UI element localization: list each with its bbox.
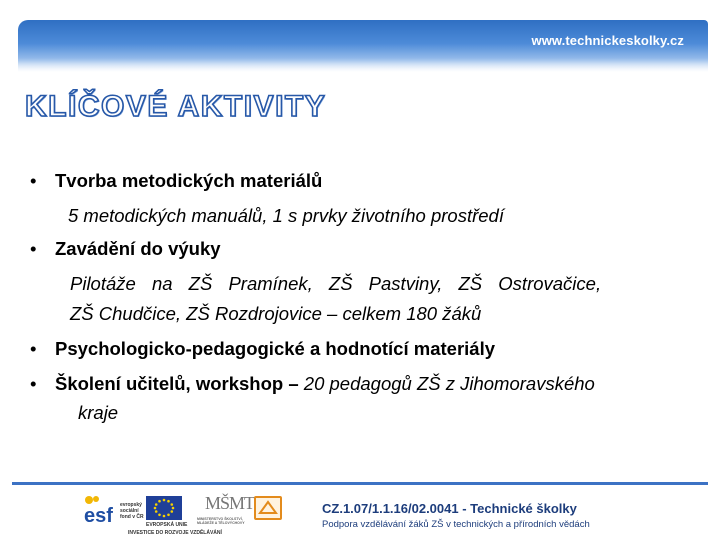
eu-caption: EVROPSKÁ UNIE [146, 522, 188, 528]
investment-caption: INVESTICE DO ROZVOJE VZDĚLÁVÁNÍ [128, 530, 222, 536]
bullet-detail-pilots-1: Pilotáže na ZŠ Pramínek, ZŠ Pastviny, ZŠ Ostrovačice, [70, 273, 602, 294]
esf-caption-line: sociální [120, 508, 139, 514]
bullet-heading-training-row [55, 373, 595, 395]
bullet-detail-teachers: 20 pedagogů ZŠ z Jihomoravského [303, 373, 595, 394]
bullet-detail-pilots-2: ZŠ Chudčice, ZŠ Rozdrojovice – celkem 180 žáků [70, 303, 482, 324]
project-code: CZ.1.07/1.1.16/02.0041 - Technické školky [322, 501, 577, 516]
esf-text: esf [84, 505, 113, 527]
header-fade [18, 58, 708, 80]
msmt-mark: MŠMT [205, 493, 255, 513]
esf-caption-line: fond v ČR [120, 514, 144, 520]
project-subtitle: Podpora vzdělávání žáků ZŠ v technických a přírodních vědách [322, 519, 590, 530]
footer-rule [12, 482, 708, 485]
bullet-heading-psychology: Psychologicko-pedagogické a hodnotící materiály [55, 338, 495, 359]
bullet-marker: • [30, 338, 37, 359]
esf-caption [120, 502, 144, 520]
msmt-caption: MINISTERSTVO ŠKOLSTVÍ, MLÁDEŽE A TĚLOVÝCHOVY [197, 517, 245, 525]
bullet-heading-implementation: Zavádění do výuky [55, 238, 221, 259]
slide-title: KLÍČOVÉ AKTIVITY [25, 90, 327, 123]
esf-logo [82, 494, 144, 528]
bullet-heading-materials: Tvorba metodických materiálů [55, 170, 323, 191]
bullet-detail-manuals: 5 metodických manuálů, 1 s prvky životního prostředí [68, 205, 504, 226]
bullet-detail-region: kraje [78, 402, 119, 423]
eu-flag-icon [146, 496, 182, 520]
bullet-marker: • [30, 373, 37, 394]
bullet-heading-training: Školení učitelů, workshop – [55, 373, 299, 394]
esf-caption-line: evropský [120, 502, 142, 508]
bullet-marker: • [30, 238, 37, 259]
eu-stars-icon [146, 496, 182, 520]
site-url[interactable]: www.technickeskolky.cz [531, 33, 684, 48]
bullet-marker: • [30, 170, 37, 191]
partner-mark-icon [256, 498, 280, 518]
msmt-logo [197, 493, 253, 529]
partner-logo-icon [254, 496, 282, 520]
